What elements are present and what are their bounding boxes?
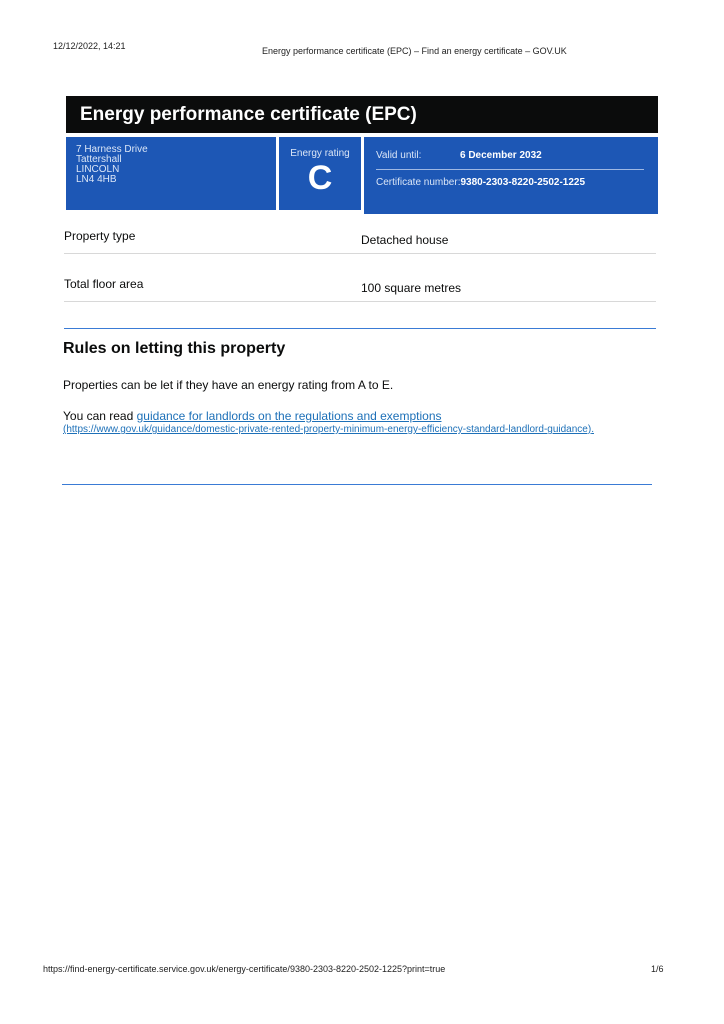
summary-value: 100 square metres — [361, 281, 462, 295]
print-date: 12/12/2022, 14:21 — [53, 41, 126, 51]
energy-rating-letter: C — [307, 159, 333, 197]
summary-value: Detached house — [361, 233, 449, 247]
valid-until-value: 6 December 2032 — [460, 150, 542, 161]
address-line: Tattershall — [76, 154, 122, 165]
valid-until-row — [376, 150, 644, 170]
property-address — [66, 137, 276, 210]
landlord-guidance-paragraph — [63, 410, 633, 436]
guidance-url-text[interactable]: (https://www.gov.uk/guidance/domestic-private-rented-property-minimum-energy-efficiency-standard-landlord-guidance) — [63, 424, 592, 435]
print-page-title: Energy performance certificate (EPC) – Find an energy certificate – GOV.UK — [262, 46, 567, 56]
guidance-suffix: . — [591, 424, 594, 435]
page-number: 1/6 — [651, 964, 664, 974]
epc-summary-banner — [66, 137, 658, 214]
print-footer-url: https://find-energy-certificate.service.gov.uk/energy-certificate/9380-2303-8220-2502-1225?print=true — [43, 964, 446, 974]
summary-row-floor-area — [64, 270, 656, 302]
guidance-prefix: You can read — [63, 409, 137, 423]
certificate-details — [364, 137, 658, 214]
energy-rating-label: Energy rating — [290, 148, 350, 159]
valid-until-label: Valid until: — [376, 150, 422, 161]
energy-rating-box — [279, 137, 361, 210]
landlord-guidance-url[interactable] — [63, 424, 633, 436]
summary-row-property-type — [64, 222, 656, 254]
letting-rules-paragraph: Properties can be let if they have an energy rating from A to E. — [63, 378, 394, 392]
section-divider — [62, 484, 652, 485]
letting-rules-heading: Rules on letting this property — [63, 340, 286, 357]
address-line: 7 Harness Drive — [76, 144, 148, 155]
certificate-number-value: 9380-2303-8220-2502-1225 — [460, 177, 586, 188]
section-divider — [64, 328, 656, 329]
landlord-guidance-link[interactable]: guidance for landlords on the regulations and exemptions — [136, 409, 442, 423]
address-line: LINCOLN — [76, 164, 120, 175]
address-line: LN4 4HB — [76, 174, 117, 185]
summary-key: Property type — [64, 229, 136, 243]
certificate-number-label: Certificate number: — [376, 177, 461, 188]
epc-heading: Energy performance certificate (EPC) — [66, 96, 658, 133]
certificate-number-row — [376, 177, 644, 188]
summary-key: Total floor area — [64, 277, 144, 291]
